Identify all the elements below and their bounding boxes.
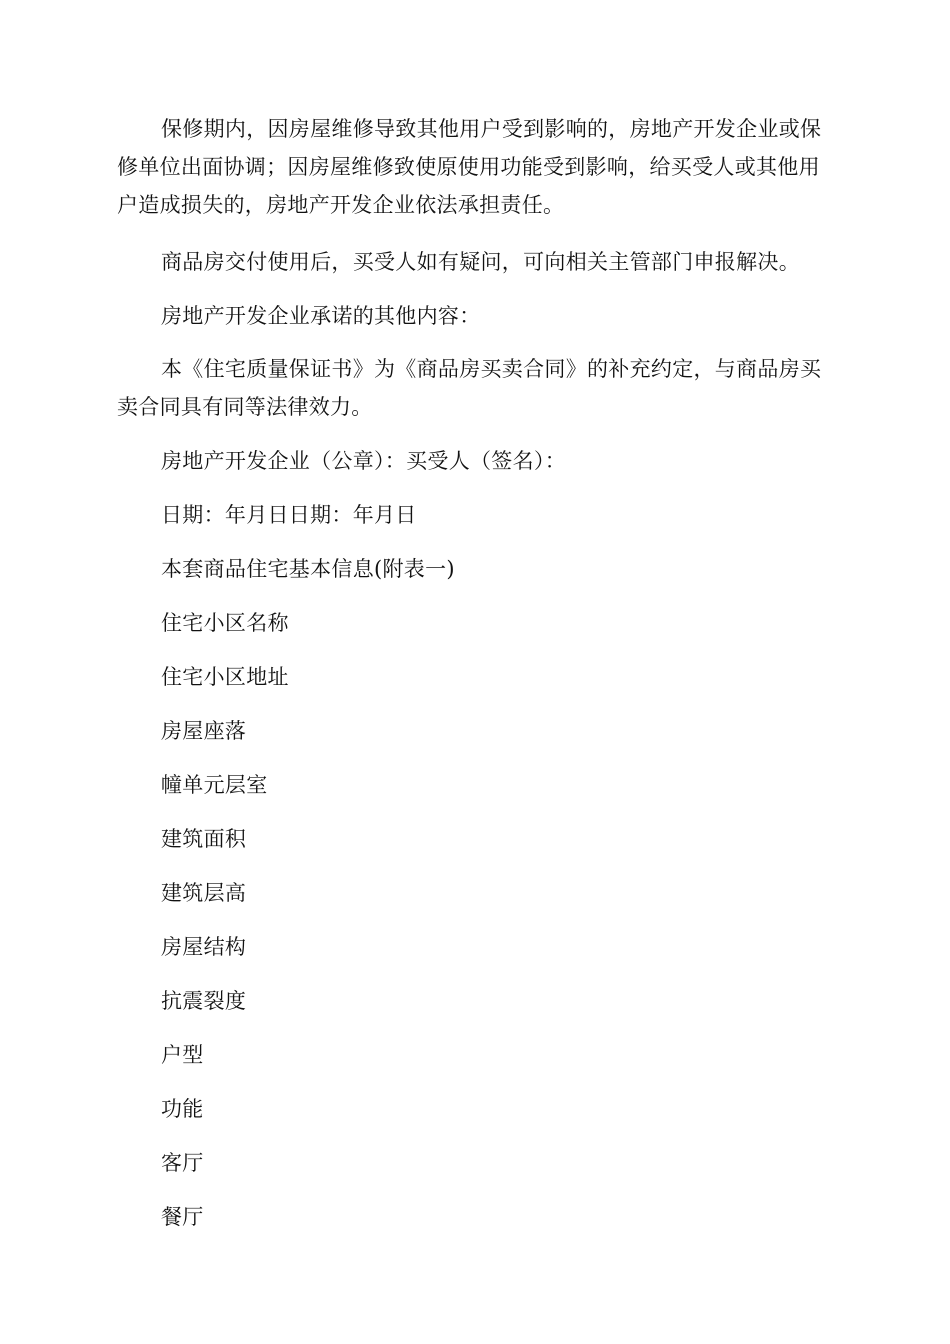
field-floor-height: 建筑层高 — [161, 881, 247, 905]
field-building-area: 建筑面积 — [161, 827, 247, 851]
field-house-location: 房屋座落 — [161, 719, 247, 743]
signature-line: 房地产开发企业（公章）：买受人（签名）： — [161, 449, 566, 473]
field-dining-room: 餐厅 — [161, 1205, 204, 1229]
field-living-room: 客厅 — [161, 1151, 204, 1175]
paragraph-other-commitments: 房地产开发企业承诺的其他内容： — [161, 304, 481, 328]
field-seismic-intensity: 抗震裂度 — [161, 989, 247, 1013]
field-building-unit-floor-room: 幢单元层室 — [161, 773, 268, 797]
paragraph-inquiry: 商品房交付使用后，买受人如有疑问，可向相关主管部门申报解决。 — [161, 250, 800, 274]
paragraph-warranty-repair: 保修期内，因房屋维修导致其他用户受到影响的，房地产开发企业或保修单位出面协调；因房屋维修致使原使用功能受到影响，给买受人或其他用户造成损失的，房地产开发企业依法承担责任。 — [117, 117, 822, 217]
field-community-address: 住宅小区地址 — [161, 665, 289, 689]
appendix-title: 本套商品住宅基本信息(附表一) — [161, 557, 455, 581]
paragraph-supplement-agreement: 本《住宅质量保证书》为《商品房买卖合同》的补充约定，与商品房买卖合同具有同等法律效力。 — [117, 357, 822, 419]
field-function: 功能 — [161, 1097, 204, 1121]
field-house-structure: 房屋结构 — [161, 935, 247, 959]
field-community-name: 住宅小区名称 — [161, 611, 289, 635]
field-unit-type: 户型 — [161, 1043, 204, 1067]
date-line: 日期：年月日日期：年月日 — [161, 503, 417, 527]
